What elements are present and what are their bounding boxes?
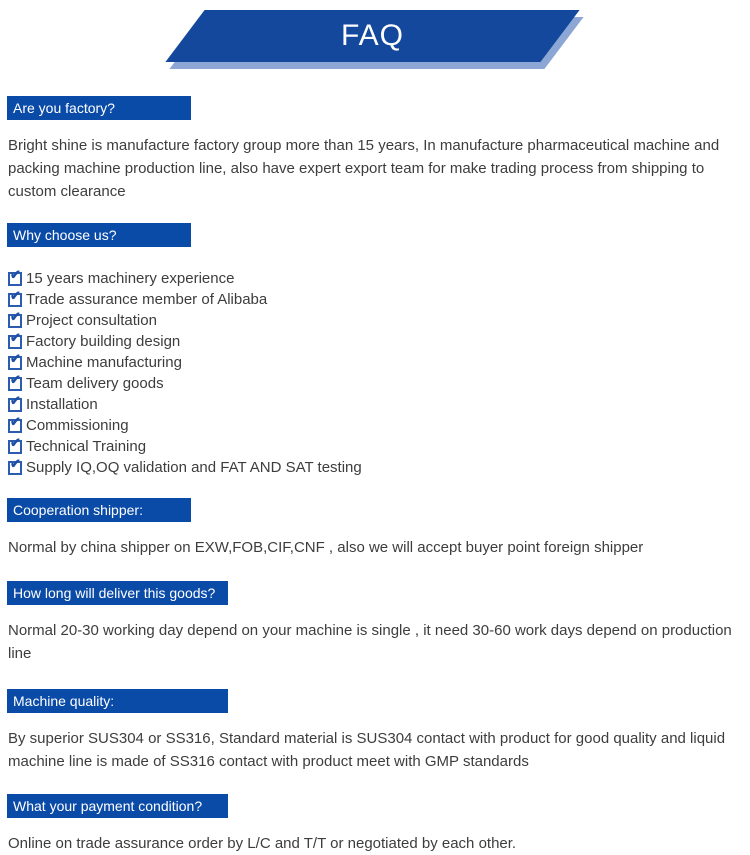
checklist-item-label: Factory building design [26, 333, 181, 350]
checkbox-checked-icon [8, 455, 22, 475]
faq-banner [0, 0, 750, 80]
section-header-delivery-time: How long will deliver this goods? [7, 581, 228, 605]
check-icon: ✔ [10, 287, 21, 303]
section-header-payment-condition: What your payment condition? [7, 794, 228, 818]
checkbox-checked-icon [8, 371, 22, 391]
checkbox-checked-icon [8, 434, 22, 454]
section-header-machine-quality: Machine quality: [7, 689, 228, 713]
checkbox-checked-icon [8, 308, 22, 328]
checklist-item [8, 394, 750, 415]
checkbox-checked-icon [8, 350, 22, 370]
checklist-item [8, 352, 750, 373]
banner-title: FAQ [340, 19, 404, 52]
checklist-item [8, 268, 750, 289]
checklist-item [8, 310, 750, 331]
check-icon: ✔ [10, 434, 21, 450]
section-header-cooperation-shipper: Cooperation shipper: [7, 498, 191, 522]
checklist-item-label: Commissioning [26, 417, 129, 434]
check-icon: ✔ [10, 455, 21, 471]
checkbox-checked-icon [8, 413, 22, 433]
check-icon: ✔ [10, 392, 21, 408]
checkbox-checked-icon [8, 329, 22, 349]
checklist-item-label: Technical Training [26, 438, 147, 455]
checkbox-checked-icon [8, 287, 22, 307]
section-header-why-choose-us: Why choose us? [7, 223, 191, 247]
section-body-delivery-time: Normal 20-30 working day depend on your machine is single , it need 30-60 work days depend on production line [8, 622, 732, 662]
checklist-item [8, 373, 750, 394]
checklist-item [8, 289, 750, 310]
check-icon: ✔ [10, 413, 21, 429]
checklist-item-label: Project consultation [26, 312, 157, 329]
check-icon: ✔ [10, 329, 21, 345]
section-body-payment-condition: Online on trade assurance order by L/C and T/T or negotiated by each other. [8, 835, 517, 852]
checklist-item [8, 331, 750, 352]
checklist-item [8, 457, 750, 478]
checklist-item-label: Team delivery goods [26, 375, 164, 392]
check-icon: ✔ [10, 350, 21, 366]
checklist-item-label: Supply IQ,OQ validation and FAT AND SAT testing [26, 459, 362, 476]
checkbox-checked-icon [8, 266, 22, 286]
check-icon: ✔ [10, 371, 21, 387]
checklist-item-label: Trade assurance member of Alibaba [26, 291, 268, 308]
section-body-are-you-factory: Bright shine is manufacture factory group more than 15 years, In manufacture pharmaceutical machine and packing machine production line, also have expert export team for make trading process from shipping to custom clearance [8, 137, 720, 200]
section-body-cooperation-shipper: Normal by china shipper on EXW,FOB,CIF,CNF , also we will accept buyer point foreign shipper [8, 539, 644, 556]
why-choose-us-checklist [8, 268, 750, 478]
checklist-item-label: Machine manufacturing [26, 354, 182, 371]
check-icon: ✔ [10, 266, 21, 282]
checklist-item-label: 15 years machinery experience [26, 270, 235, 287]
checklist-item [8, 436, 750, 457]
checklist-item [8, 415, 750, 436]
checkbox-checked-icon [8, 392, 22, 412]
check-icon: ✔ [10, 308, 21, 324]
section-body-machine-quality: By superior SUS304 or SS316, Standard material is SUS304 contact with product for good quality and liquid machine line is made of SS316 contact with product meet with GMP standards [8, 730, 726, 770]
checklist-item-label: Installation [26, 396, 98, 413]
section-header-are-you-factory: Are you factory? [7, 96, 191, 120]
